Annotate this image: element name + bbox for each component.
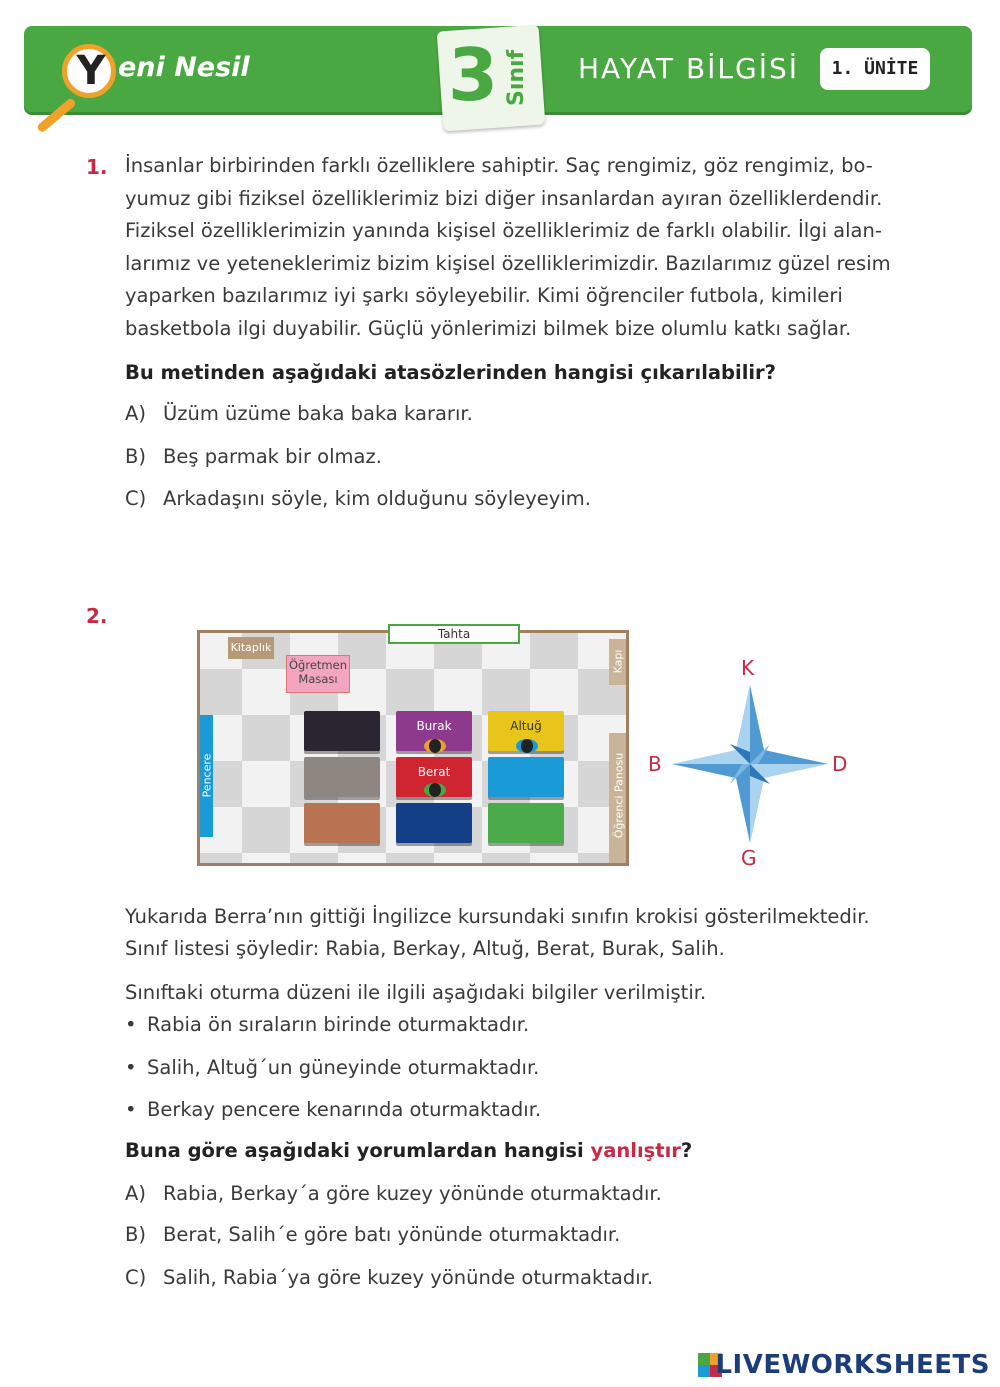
bookshelf-label: Kitaplık [228,637,274,659]
question-2-option-b[interactable] [125,1223,620,1246]
option-letter: B) [125,1223,146,1246]
grade-word: Sınıf [504,49,529,106]
compass-south-label: G [741,846,757,870]
question-1-option-b[interactable] [125,445,382,468]
bullet-item: • Rabia ön sıraların birinde oturmaktadır. [125,1013,530,1036]
question-1-option-c[interactable] [125,487,591,510]
option-text: Rabia, Berkay´a göre kuzey yönünde oturmaktadır. [163,1182,662,1205]
floor-tile [482,669,530,715]
option-letter: C) [125,487,147,510]
door [609,639,627,685]
notice-board [609,733,629,863]
teacher-desk-line: Öğretmen [289,658,347,672]
floor-tile [197,853,242,866]
floor-tile [242,853,290,866]
floor-tile [530,630,578,669]
desk-r2c1 [304,757,380,797]
floor-tile [386,669,434,715]
option-letter: C) [125,1266,147,1289]
student-berat-icon [424,783,446,797]
floor-tile [197,669,242,715]
question-2-option-c[interactable] [125,1266,653,1289]
floor-tile [626,807,629,853]
paragraph-line: yaparken bazılarımız iyi şarkı söyleyebilir. Kimi öğrenciler futbola, kimileri [125,284,843,307]
subject-title: HAYAT BİLGİSİ [578,52,800,85]
unit-badge: 1. ÜNİTE [820,48,930,90]
question-2-intro-line: Sınıf listesi şöyledir: Rabia, Berkay, Altuğ, Berat, Burak, Salih. [125,937,725,960]
paragraph-line: basketbola ilgi duyabilir. Güçlü yönlerimizi bilmek bize olumlu katkı sağlar. [125,316,852,340]
floor-tile [242,807,290,853]
board-label: Tahta [388,624,520,644]
classroom-map [197,630,629,866]
desk-r3c1 [304,803,380,843]
door-label: Kapı [611,649,625,674]
prompt-emphasis: yanlıştır [590,1139,681,1162]
floor-tile [434,853,482,866]
desk-r1c1 [304,711,380,751]
floor-tile [482,853,530,866]
question-2-option-a[interactable] [125,1182,662,1205]
desk-r2c3 [488,757,564,797]
floor-tile [242,761,290,807]
floor-tile [386,853,434,866]
student-burak-icon [424,739,446,753]
grade-number: 3 [448,33,499,117]
option-letter: A) [125,402,146,425]
floor-tile [626,761,629,807]
option-text: Beş parmak bir olmaz. [163,445,382,468]
compass-rose-icon [660,680,840,850]
window [200,715,213,837]
student-altug-icon [516,739,538,753]
bullet-text: Rabia ön sıraların birinde oturmaktadır. [147,1013,530,1036]
compass-north-label: K [741,656,755,680]
watermark: LIVEWORKSHEETS [715,1350,990,1380]
paragraph-line: İnsanlar birbirinden farklı özelliklere sahiptir. Saç rengimiz, göz rengimiz, bo- [125,154,873,177]
question-1-prompt: Bu metinden aşağıdaki atasözlerinden hangisi çıkarılabilir? [125,361,776,384]
floor-tile [626,669,629,715]
logo-text: eni Nesil [118,52,250,83]
floor-tile [530,669,578,715]
question-2-intro-line: Yukarıda Berra’nın gittiği İngilizce kursundaki sınıfın krokisi gösterilmektedir. [125,905,870,928]
prompt-end: ? [680,1139,693,1162]
option-letter: A) [125,1182,146,1205]
bullet-item: • Salih, Altuğ´un güneyinde oturmaktadır. [125,1056,540,1079]
paragraph-line: yumuz gibi fiziksel özelliklerimiz bizi diğer insanlardan ayıran özelliklerdendir. [125,186,883,210]
floor-tile [338,853,386,866]
floor-tile [242,669,290,715]
floor-tile [434,669,482,715]
paragraph-line: Fiziksel özelliklerimizin yanında kişisel özelliklerimiz de farklı olabilir. İlgi alan- [125,219,882,242]
compass-east-label: D [832,752,848,776]
question-2-prompt [125,1139,692,1162]
bullet-text: Berkay pencere kenarında oturmaktadır. [147,1098,542,1121]
teacher-desk-line: Masası [298,672,338,686]
question-2-number: 2. [86,604,108,628]
option-letter: B) [125,445,146,468]
bullet-item: • Berkay pencere kenarında oturmaktadır. [125,1098,542,1121]
option-text: Üzüm üzüme baka baka kararır. [163,402,473,425]
paragraph-line: larımız ve yeteneklerimiz bizim kişisel özelliklerimizdir. Bazılarımız güzel resim [125,251,891,275]
logo-initial: Y [76,48,106,94]
student-label-burak: Burak [416,719,452,733]
student-label-berat: Berat [417,765,451,779]
window-label: Pencere [200,753,214,798]
question-2-info-intro: Sınıftaki oturma düzeni ile ilgili aşağıdaki bilgiler verilmiştir. [125,981,707,1004]
desk-r3c3 [488,803,564,843]
floor-tile [626,715,629,761]
option-text: Berat, Salih´e göre batı yönünde oturmaktadır. [163,1223,621,1246]
floor-tile [242,715,290,761]
floor-tile [626,853,629,866]
student-label-altug: Altuğ [510,719,542,733]
question-1-number: 1. [86,155,108,179]
notice-board-label: Öğrenci Panosu [612,752,626,839]
option-text: Arkadaşını söyle, kim olduğunu söyleyeyim. [163,487,591,510]
desk-r3c2 [396,803,472,843]
floor-tile [530,853,578,866]
option-text: Salih, Rabia´ya göre kuzey yönünde oturmaktadır. [163,1266,654,1289]
floor-tile [626,630,629,669]
prompt-text: Buna göre aşağıdaki yorumlardan hangisi [125,1139,591,1162]
question-1-option-a[interactable] [125,402,473,425]
compass-west-label: B [648,752,662,776]
floor-tile [290,853,338,866]
question-1-paragraph [125,150,910,345]
bullet-text: Salih, Altuğ´un güneyinde oturmaktadır. [147,1056,540,1079]
teacher-desk [286,655,350,693]
